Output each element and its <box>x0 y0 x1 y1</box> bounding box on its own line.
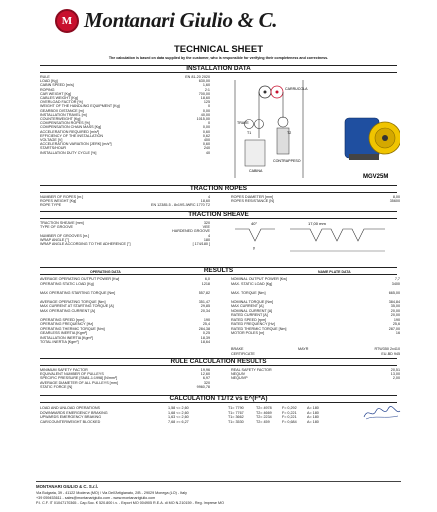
company-logo <box>55 8 277 33</box>
section-calc: CALCULATION T1/T2 vs E^(F*A) <box>40 395 397 403</box>
result-value: 18,39 <box>200 335 210 340</box>
calc-ratio: 1,68 <= 2,60 <box>168 410 189 415</box>
rule-label: SPECIFIC PRESSURE [SN81-1:1998] [N/mm²] <box>40 376 118 381</box>
plate-value: 7,7 <box>394 277 400 281</box>
sheave-value: 320 <box>203 221 210 225</box>
installation-label: VOLTAGE [V] <box>40 138 63 142</box>
calc-f: F= 0,221 <box>282 415 297 419</box>
plate-value: 287,00 <box>388 326 400 331</box>
plate-label: MAX CURRENT [A] <box>231 304 264 308</box>
calc-t2: T2= 4669 <box>256 410 272 415</box>
motor-image <box>345 118 400 160</box>
calc-alpha: A= 180 <box>307 406 319 410</box>
plate-label: NOMINAL CURRENT [A] <box>231 308 273 313</box>
installation-value: 0 <box>207 121 210 126</box>
rope-value: 18,60 <box>200 199 210 204</box>
installation-value: 125 <box>203 100 210 105</box>
rule-label: NEQUIV <box>231 372 246 377</box>
calc-f: F= 0,684 <box>282 419 297 424</box>
installation-value: 0,00 <box>202 125 210 130</box>
calc-t1: T1= 7790 <box>228 406 244 410</box>
plate-label: MOTOR POLES [nr] <box>231 331 265 335</box>
sheave-c-icon <box>278 117 288 127</box>
machine-model: MGV25M <box>363 174 389 180</box>
plate-label: NOMINAL OUTPUT POWER [Kw] <box>231 277 287 281</box>
calc-t2: T2= 4978 <box>256 406 272 410</box>
installation-value: 0,62 <box>202 133 210 138</box>
rope-value: EN 12385-5 - 8x19S-IWRC 1770 T2 <box>151 203 210 208</box>
footer-legal: P.I. C.F. IT 01047170365 - Cap.Soc. € 520.800 i.v. - Export MO 004905 R.E.A. di MO N.210159 - Reg. Imprese MO <box>36 501 224 505</box>
installation-label: OVERLOAD FACTOR [%] <box>40 100 83 105</box>
rule-value: 13,00 <box>390 372 400 377</box>
installation-value: 1,60 <box>202 83 210 88</box>
installation-label: INSTALLATION DUTY CYCLE [%] <box>40 150 97 155</box>
section-results: RESULTS <box>40 267 397 275</box>
calc-label: LOAD AND UNLOAD OPERATIONS <box>40 406 100 410</box>
rule-label: NEQUIVP <box>231 376 248 381</box>
result-value: 557,82 <box>198 290 210 295</box>
rule-label: AVERAGE DIAMETER OF ALL PULLEYS [mm] <box>40 380 118 385</box>
plate-label: RATED SPEED [rpm] <box>231 317 267 322</box>
installation-label: ACCELERATION VARIATION [JERK] [m/s³] <box>40 142 112 147</box>
trave-label: TRAVE <box>237 121 249 125</box>
calc-label: UPWARDS EMERGENCY BRAKING <box>40 415 102 419</box>
plate-value: 35,00 <box>390 304 400 308</box>
rope-value: 35600 <box>389 199 400 204</box>
footer-company: MONTANARI GIULIO & C. S.r.l. <box>36 484 98 489</box>
installation-value: 1015,00 <box>196 117 210 121</box>
sheave-label: TRACTION SHEAVE [mm] <box>40 221 84 225</box>
sheave-value: 180 <box>203 237 210 242</box>
section-ropes: TRACTION ROPES <box>40 185 397 193</box>
calc-t1: T1= 3530 <box>228 419 244 424</box>
rope-value: 4 <box>207 195 210 199</box>
calc-ratio: 7,68 >= 6,27 <box>168 419 189 424</box>
t2-label: T2 <box>287 131 292 135</box>
result-value: 20,34 <box>200 308 210 313</box>
rule-value: 320 <box>203 380 210 385</box>
plate-label: RATED FREQUENCY [Hz] <box>231 322 275 326</box>
rule-label: MINIMUM SAFETY FACTOR <box>40 368 88 372</box>
sheave-value: VEE <box>202 225 210 230</box>
installation-label: STARTS/HOUR <box>40 146 67 151</box>
installation-label: RULE <box>40 75 50 79</box>
installation-label: EFFICIENCY OF THE INSTALLATION <box>40 133 104 138</box>
installation-value: 0,60 <box>202 142 210 147</box>
brake-value: RTW350 2x410 <box>374 347 400 351</box>
rope-label: ROPES WEIGHT [Kg] <box>40 199 77 204</box>
rope-label: NUMBER OF ROPES [nr.] <box>40 195 84 199</box>
page-title: TECHNICAL SHEET <box>173 44 264 55</box>
calc-f: F= 0,292 <box>282 406 297 410</box>
sheave-value: 4 <box>207 233 210 238</box>
groove-diagram <box>235 219 390 259</box>
result-label: AVERAGE OPERATING TORQUE [Nm] <box>40 299 106 304</box>
result-label: MAX OPERATING STARTING TORQUE [Nm] <box>40 290 116 295</box>
installation-label: ROPING <box>40 87 55 92</box>
rope-label: ROPES DIAMETER [mm] <box>231 195 274 199</box>
installation-value: 40,00 <box>200 112 210 117</box>
t1-label: T1 <box>247 131 252 135</box>
result-label: AVERAGE OPERATING OUTPUT POWER [Kw] <box>40 277 120 281</box>
sheave-label: TYPE OF GROOVE <box>40 225 73 230</box>
result-label: TOTAL INERTIA [Kgm²] <box>40 340 79 344</box>
result-value: 284,38 <box>198 326 210 331</box>
sheave-label: WRAP ANGLE [°] <box>40 237 69 242</box>
rule-value: 2,00 <box>392 376 400 381</box>
plate-label: MAX. STATIC LOAD [Kg] <box>231 281 273 286</box>
result-label: GEARLESS INERTIA [Kgm²] <box>40 331 88 335</box>
company-name: Montanari Giulio & C. <box>84 8 278 32</box>
result-value: 25,4 <box>202 322 210 326</box>
plate-value: 3400 <box>391 281 400 286</box>
plate-value: 20,00 <box>390 313 400 317</box>
certificate-label: CERTIFICATE <box>231 352 255 356</box>
section-rule: RULE CALCULATION RESULTS <box>40 358 397 366</box>
plate-value: 384,84 <box>388 299 400 304</box>
result-value: 0,25 <box>202 331 210 335</box>
cabin-box <box>245 140 265 166</box>
installation-label: GEARBOX DISTANCE [m] <box>40 108 84 113</box>
plate-label: NOMINAL TORQUE [Nm] <box>231 299 274 304</box>
result-label: OPERATING STATIC LOAD [Kg] <box>40 281 94 286</box>
result-label: OPERATING THERMIC TORQUE [Nm] <box>40 326 105 331</box>
installation-value: 700,00 <box>198 91 210 96</box>
result-value: 18,64 <box>200 340 210 344</box>
installation-value: 630,00 <box>198 79 210 84</box>
installation-label: COUNTERWEIGHT [Kg] <box>40 117 81 121</box>
plate-label: MAX. TORQUE [Nm] <box>231 290 266 295</box>
installation-value: 0 <box>207 104 210 109</box>
rope-label: ROPES RESISTANCE [N] <box>231 199 274 204</box>
rule-value: 6,97 <box>202 376 210 381</box>
calc-alpha: A= 180 <box>307 415 319 419</box>
rule-value: 12,60 <box>200 372 210 377</box>
section-installation: INSTALLATION DATA <box>40 65 397 73</box>
logo-seal-icon <box>55 9 79 33</box>
groove-gamma: γ <box>253 245 255 250</box>
carrucola-label: CARRUCOLA <box>285 87 308 91</box>
calc-ratio: 1,63 <= 2,60 <box>168 415 189 419</box>
installation-value: EN 81-20 2020 <box>185 75 210 79</box>
sheave-label: NUMBER OF GROOVES [nr.] <box>40 233 89 238</box>
calc-t1: T1= 3662 <box>228 415 244 419</box>
rope-label: ROPE TYPE <box>40 203 62 208</box>
installation-value: 400 <box>203 138 210 142</box>
certificate-value: EU-BD 945 <box>381 352 400 356</box>
calc-t1: T1= 7767 <box>228 410 244 415</box>
result-label: INSTALLATION INERTIA [Kgm²] <box>40 335 93 340</box>
sheave-value: [ 174/180 ] <box>192 242 210 246</box>
installation-label: CABIN SPEED [m/s] <box>40 83 74 88</box>
result-value: 6,0 <box>204 277 210 281</box>
installation-value: 240 <box>203 146 210 151</box>
rope-value: 8,00 <box>392 195 400 199</box>
result-label: MAX OPERATING CURRENT [A] <box>40 308 95 313</box>
plate-label: RATED CURRENT [A] <box>231 313 268 317</box>
result-value: 351,47 <box>198 299 210 304</box>
installation-label: CABLES WEIGHT [Kg] <box>40 96 78 100</box>
counterweight-label: CONTRAPPESO <box>273 159 301 163</box>
footer-address: Via Bulgaria, 39 - 41122 Modena (MO) / Via Dell'Artigianato, 2/B - 29029 Monega (LO) - Italy <box>36 491 187 495</box>
calc-ratio: 1,58 <= 2,60 <box>168 406 189 410</box>
installation-diagram <box>225 78 400 183</box>
calc-alpha: A= 180 <box>307 419 319 424</box>
footer-divider <box>36 481 401 482</box>
calc-label: CAR/COUNTERWEIGHT BLOCKED <box>40 419 101 424</box>
calc-label: DOWNWARDS EMERGENCY BRAKING <box>40 410 108 415</box>
rule-value: 9960,78 <box>196 384 210 389</box>
result-label: MAX CURRENT AT STARTING TORQUE [A] <box>40 304 114 308</box>
plate-value: 25,6 <box>392 322 400 326</box>
operating-data-header: OPERATING DATA <box>90 270 121 274</box>
installation-label: CAR WEIGHT [Kg] <box>40 91 72 96</box>
brake-label: BRAKE <box>231 347 244 351</box>
installation-label: INSTALLATION TRAVEL [m] <box>40 112 87 117</box>
groove-pitch: 17,00 mm <box>308 221 326 226</box>
installation-value: 0,00 <box>202 108 210 113</box>
installation-value: 0,60 <box>202 129 210 134</box>
result-value: 190 <box>203 317 210 322</box>
plate-value: 20,00 <box>390 308 400 313</box>
sheave-value: HARDENED GROOVE <box>172 229 210 234</box>
installation-value: 40 <box>205 150 210 155</box>
installation-label: LOAD [Kg] <box>40 79 58 84</box>
installation-label: COMPENSATION ROPES [%] <box>40 121 90 126</box>
cabin-label: CABINA <box>249 169 263 173</box>
plate-value: 665,00 <box>388 290 400 295</box>
calc-t2: T2= 459 <box>256 419 270 424</box>
calc-f: F= 0,221 <box>282 410 297 415</box>
rule-label: STATIC FORCE [N] <box>40 384 73 389</box>
footer-contacts: +39 059453611 - sales@montanarigiulio.com - www.montanarigiulio.com <box>36 496 156 500</box>
result-value: 1218 <box>201 281 210 286</box>
page-subtitle: The calculation is based on data supplied by the customer, who is responsible for verifying their completeness and correctness. <box>108 56 329 60</box>
rule-value: 20,51 <box>390 368 400 372</box>
signature-icon <box>362 405 402 421</box>
rule-value: 19,96 <box>200 368 210 372</box>
installation-label: COMPENSATION CHAIN MASS [Kg] <box>40 125 102 130</box>
result-label: OPERATING SPEED [rpm] <box>40 317 85 322</box>
sheave-label: WRAP ANGLE ACCORDING TO THE ADHERENCE [°] <box>40 242 131 246</box>
brake-maker: MAYR <box>298 347 309 351</box>
rule-label: REAL SAFETY FACTOR <box>231 368 272 372</box>
plate-value: 190 <box>393 317 400 322</box>
result-label: OPERATING FREQUENCY [Hz] <box>40 322 94 326</box>
plate-label: RATED THERMIC TORQUE [Nm] <box>231 326 287 331</box>
groove-angle: 40° <box>251 221 258 226</box>
installation-value: 2:1 <box>204 87 210 92</box>
calc-t2: T2= 2234 <box>256 415 272 419</box>
installation-label: WEIGHT OF THE HANDLING EQUIPMENT [Kg] <box>40 104 120 109</box>
plate-data-header: NAME PLATE DATA <box>318 270 351 274</box>
result-value: 29,85 <box>200 304 210 308</box>
plate-value: 16 <box>395 331 400 335</box>
calc-alpha: A= 180 <box>307 410 319 415</box>
rule-label: EQUIVALENT NUMBER OF PULLEYS <box>40 372 104 377</box>
installation-label: ACCELERATION REQUIRED [m/s²] <box>40 129 100 134</box>
installation-value: 18,60 <box>200 96 210 100</box>
section-sheave: TRACTION SHEAVE <box>40 211 397 219</box>
